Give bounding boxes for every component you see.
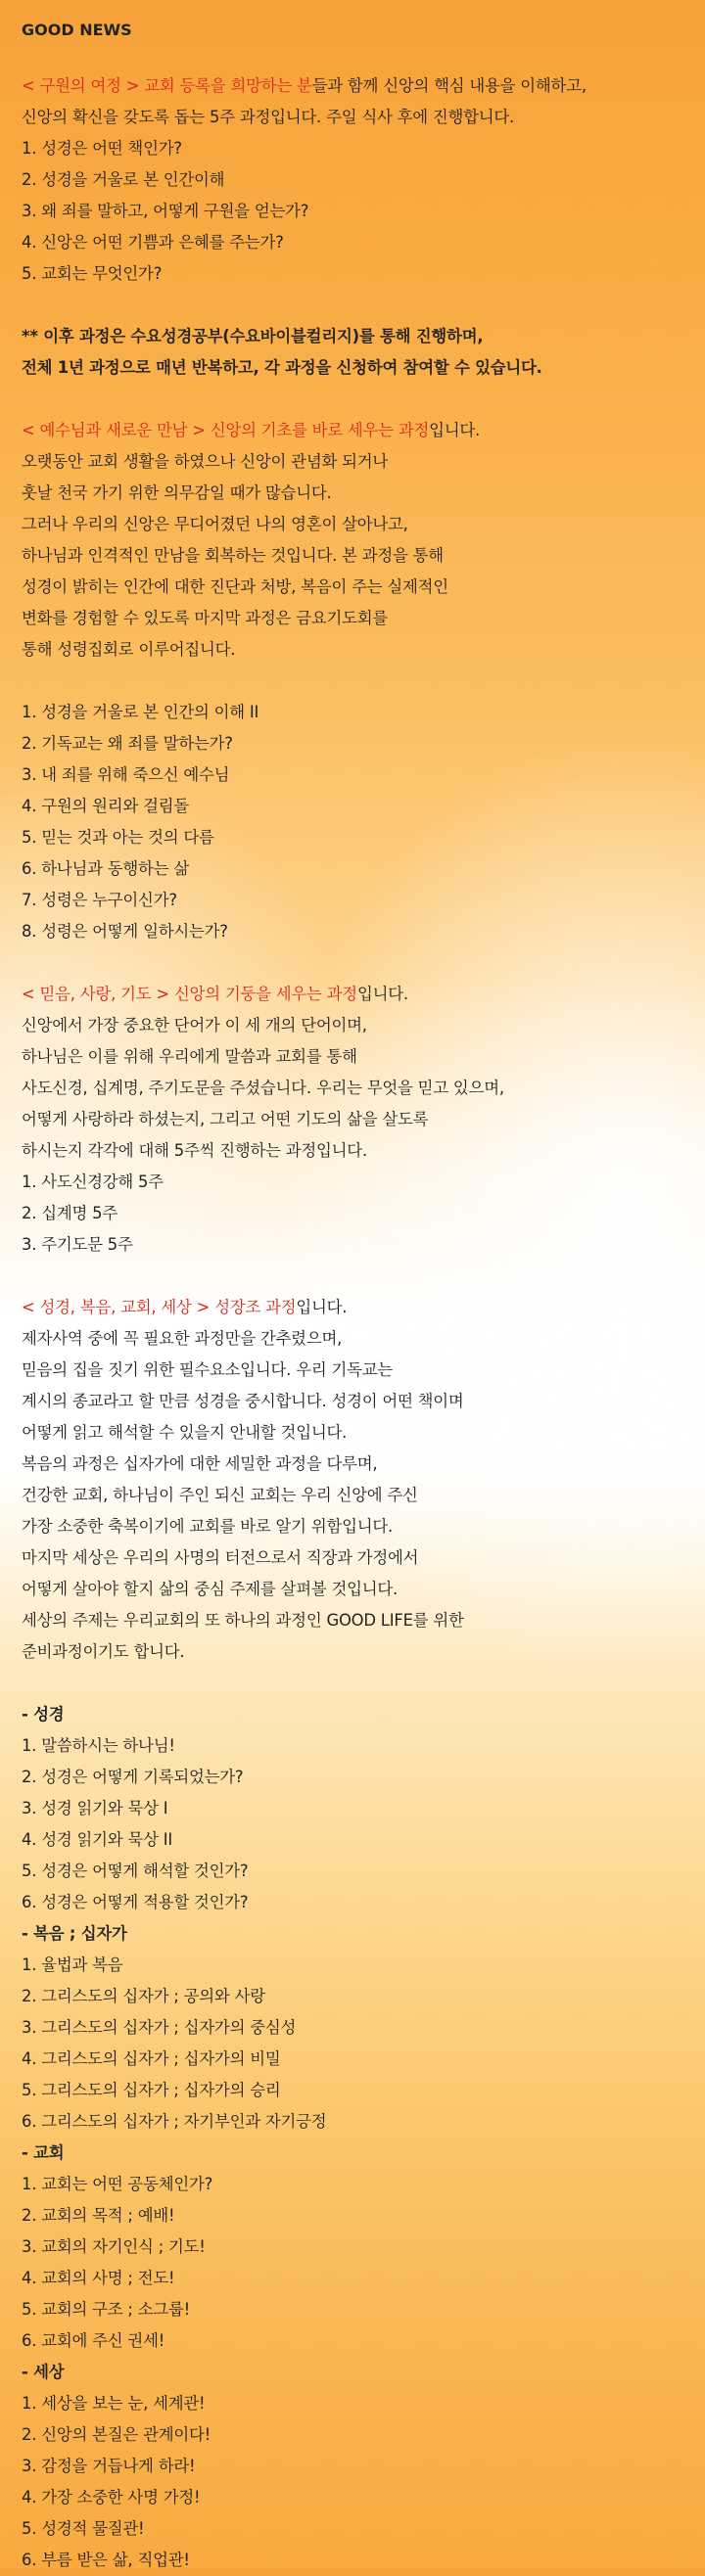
list-item: 5. 그리스도의 십자가 ; 십자가의 승리	[22, 2081, 281, 2099]
list-item: 2. 십계명 5주	[22, 1204, 118, 1222]
list-item: 6. 교회에 주신 권세!	[22, 2331, 165, 2350]
section-heading: < 믿음, 사랑, 기도 > 신앙의 기둥을 세우는 과정	[22, 985, 357, 1003]
list-item: 1. 사도신경강해 5주	[22, 1173, 164, 1191]
list-item: 5. 믿는 것과 아는 것의 다름	[22, 828, 214, 847]
list-item: 7. 성령은 누구이신가?	[22, 891, 177, 909]
list-item: 1. 세상을 보는 눈, 세계관!	[22, 2394, 206, 2413]
list-item: 3. 교회의 자기인식 ; 기도!	[22, 2237, 206, 2256]
intro-text: 입니다.	[356, 985, 408, 1003]
section-growth	[22, 1292, 697, 2576]
section-heading: < 예수님과 새로운 만남 > 신앙의 기초를 바로 세우는 과정	[22, 421, 430, 439]
intro-line: 세상의 주제는 우리교회의 또 하나의 과정인 GOOD LIFE를 위한	[22, 1611, 464, 1630]
section-heading: < 구원의 여정 > 교회 등록을 희망하는 분	[22, 76, 312, 95]
intro-line: 성경이 밝히는 인간에 대한 진단과 처방, 복음이 주는 실제적인	[22, 577, 448, 596]
spacer	[22, 947, 697, 979]
spacer	[22, 290, 697, 321]
list-item: 4. 구원의 원리와 걸림돌	[22, 797, 189, 815]
list-item: 3. 감정을 거듭나게 하라!	[22, 2457, 196, 2475]
list-item: 6. 그리스도의 십자가 ; 자기부인과 자기긍정	[22, 2112, 327, 2131]
subsection-heading-bible: - 성경	[22, 1705, 65, 1724]
list-item: 2. 기독교는 왜 죄를 말하는가?	[22, 734, 233, 753]
list-item: 4. 교회의 사명 ; 전도!	[22, 2269, 175, 2287]
list-item: 1. 교회는 어떤 공동체인가?	[22, 2175, 213, 2193]
content	[22, 70, 697, 2576]
list-item: 2. 그리스도의 십자가 ; 공의와 사랑	[22, 1987, 265, 2005]
intro-line: 어떻게 읽고 해석할 수 있을지 안내할 것입니다.	[22, 1423, 348, 1442]
intro-line: 복음의 과정은 십자가에 대한 세밀한 과정을 다루며,	[22, 1454, 378, 1473]
list-item: 2. 신앙의 본질은 관계이다!	[22, 2425, 211, 2444]
list-item: 3. 주기도문 5주	[22, 1235, 133, 1254]
intro-line: 변화를 경험할 수 있도록 마지막 과정은 금요기도회를	[22, 609, 388, 627]
section-notice	[22, 321, 697, 384]
section-encounter	[22, 415, 697, 947]
list-item: 2. 교회의 목적 ; 예배!	[22, 2206, 175, 2225]
intro-line: 사도신경, 십계명, 주기도문을 주셨습니다. 우리는 무엇을 믿고 있으며,	[22, 1079, 504, 1097]
intro-text: 입니다.	[429, 421, 481, 439]
subsection-heading-world: - 세상	[22, 2363, 65, 2381]
list-item: 5. 성경적 물질관!	[22, 2519, 145, 2538]
intro-line: 믿음의 집을 짓기 위한 필수요소입니다. 우리 기독교는	[22, 1360, 394, 1379]
intro-line: 어떻게 사랑하라 하셨는지, 그리고 어떤 기도의 삶을 살도록	[22, 1110, 429, 1128]
intro-line: 신앙에서 가장 중요한 단어가 이 세 개의 단어이며,	[22, 1016, 367, 1035]
list-item: 5. 성경은 어떻게 해석할 것인가?	[22, 1862, 249, 1880]
list-item: 1. 성경을 거울로 본 인간의 이해 II	[22, 703, 259, 721]
notice-line: 전체 1년 과정으로 매년 반복하고, 각 과정을 신청하여 참여할 수 있습니다.	[22, 358, 542, 377]
intro-line: 계시의 종교라고 할 만큼 성경을 중시합니다. 성경이 어떤 책이며	[22, 1392, 464, 1410]
intro-line: 훗날 천국 가기 위한 의무감일 때가 많습니다.	[22, 483, 332, 502]
list-item: 3. 왜 죄를 말하고, 어떻게 구원을 얻는가?	[22, 202, 309, 220]
list-item: 2. 성경은 어떻게 기록되었는가?	[22, 1768, 244, 1786]
list-item: 6. 하나님과 동행하는 삶	[22, 859, 189, 878]
list-item: 1. 율법과 복음	[22, 1955, 123, 1974]
intro-line: 하시는지 각각에 대해 5주씩 진행하는 과정입니다.	[22, 1141, 367, 1160]
list-item: 4. 가장 소중한 사명 가정!	[22, 2488, 201, 2507]
intro-line: 가장 소중한 축복이기에 교회를 바로 알기 위함입니다.	[22, 1517, 394, 1536]
list-item: 3. 성경 읽기와 묵상 I	[22, 1799, 168, 1817]
intro-line: 어떻게 살아야 할지 삶의 중심 주제를 살펴볼 것입니다.	[22, 1580, 399, 1598]
intro-line: 하나님은 이를 위해 우리에게 말씀과 교회를 통해	[22, 1047, 357, 1066]
intro-line	[22, 70, 697, 102]
list-item: 3. 내 죄를 위해 죽으신 예수님	[22, 765, 230, 784]
intro-line: 오랫동안 교회 생활을 하였으나 신앙이 관념화 되거나	[22, 452, 388, 471]
intro-line	[22, 979, 697, 1010]
list-item: 8. 성령은 어떻게 일하시는가?	[22, 922, 228, 941]
section-journey	[22, 70, 697, 290]
list-item: 5. 교회의 구조 ; 소그룹!	[22, 2300, 191, 2319]
intro-text: 들과 함께 신앙의 핵심 내용을 이해하고,	[311, 76, 587, 95]
spacer	[22, 1668, 697, 1699]
intro-line: 건강한 교회, 하나님이 주인 되신 교회는 우리 신앙에 주신	[22, 1486, 418, 1504]
list-item: 4. 신앙은 어떤 기쁨과 은혜를 주는가?	[22, 233, 284, 252]
list-item: 4. 그리스도의 십자가 ; 십자가의 비밀	[22, 2049, 281, 2068]
section-heading: < 성경, 복음, 교회, 세상 > 성장조 과정	[22, 1298, 297, 1316]
notice-line: ** 이후 과정은 수요성경공부(수요바이블컬리지)를 통해 진행하며,	[22, 327, 484, 345]
list-item: 6. 부름 받은 삶, 직업관!	[22, 2551, 190, 2569]
page-title: GOOD NEWS	[22, 21, 132, 39]
list-item: 6. 성경은 어떻게 적용할 것인가?	[22, 1893, 249, 1911]
intro-line: 준비과정이기도 합니다.	[22, 1642, 185, 1661]
list-item: 5. 교회는 무엇인가?	[22, 264, 163, 283]
list-item: 4. 성경 읽기와 묵상 II	[22, 1830, 172, 1849]
intro-line: 그러나 우리의 신앙은 무디어졌던 나의 영혼이 살아나고,	[22, 515, 408, 533]
intro-line: 제자사역 중에 꼭 필요한 과정만을 간추렸으며,	[22, 1329, 343, 1348]
intro-line: 하나님과 인격적인 만남을 회복하는 것입니다. 본 과정을 통해	[22, 546, 444, 565]
subsection-heading-church: - 교회	[22, 2143, 65, 2162]
list-item: 1. 말씀하시는 하나님!	[22, 1736, 175, 1755]
list-item: 3. 그리스도의 십자가 ; 십자가의 중심성	[22, 2018, 297, 2037]
list-item: 2. 성경을 거울로 본 인간이해	[22, 170, 225, 189]
list-item: 1. 성경은 어떤 책인가?	[22, 139, 182, 158]
intro-line: 마지막 세상은 우리의 사명의 터전으로서 직장과 가정에서	[22, 1548, 419, 1567]
spacer	[22, 384, 697, 415]
intro-line: 통해 성령집회로 이루어집니다.	[22, 640, 236, 659]
intro-line	[22, 1292, 697, 1323]
spacer	[22, 666, 697, 697]
intro-line: 신앙의 확신을 갖도록 돕는 5주 과정입니다. 주일 식사 후에 진행합니다.	[22, 108, 515, 126]
section-pillars	[22, 979, 697, 1261]
intro-line	[22, 415, 697, 446]
spacer	[22, 1261, 697, 1292]
subsection-heading-gospel: - 복음 ; 십자가	[22, 1924, 127, 1943]
intro-text: 입니다.	[296, 1298, 348, 1316]
